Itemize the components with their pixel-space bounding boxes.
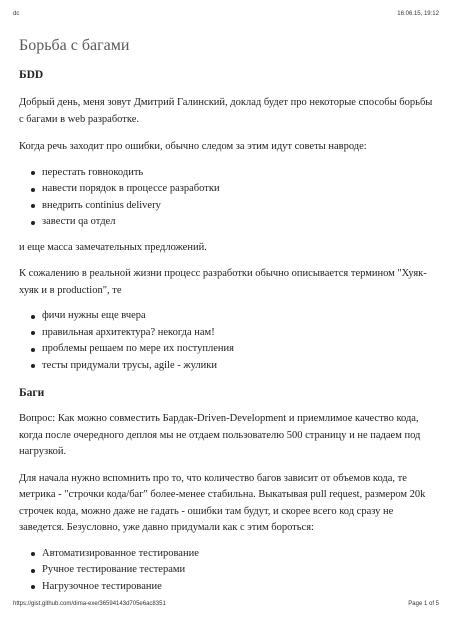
advice-list [19, 165, 433, 231]
advice-lead-paragraph: Когда речь заходит про ошибки, обычно следом за этим идут советы навроде: [19, 141, 367, 152]
list-item: навести порядок в процессе разработки [19, 181, 433, 198]
list-item: Ручное тестирование тестерами [19, 562, 433, 579]
after-advice-paragraph: и еще масса замечательных предложений. [19, 241, 207, 253]
intro-paragraph: Добрый день, меня зовут Дмитрий Галинский, доклад будет про некоторые способы борьбы с багами в web разработке. [19, 97, 433, 125]
section-heading-bugs: Баги [19, 387, 45, 399]
print-header-datetime: 16.06.15, 19:12 [397, 11, 439, 17]
document-title: Борьба с багами [19, 37, 130, 54]
print-header-title: dc [13, 11, 20, 17]
document-body [19, 36, 433, 595]
list-item: перестать говнокодить [19, 165, 433, 182]
metric-paragraph: Для начала нужно вспомнить про то, что количество багов зависит от объемов кода, те метрика - "строчки кода/баг" более-менее стабильна. Выкатывая pull request, размером 20k строчек кода, можно даже не гадать - ошибки там будут, и скорее всего код сразу не заведется. Безусловно, уже давно придумали как с этим бороться: [19, 472, 426, 533]
list-item: Нагрузочное тестирование [19, 579, 433, 596]
list-item: проблемы решаем по мере их поступления [19, 341, 433, 358]
reality-list [19, 308, 433, 374]
list-item: фичи нужны еще вчера [19, 308, 433, 325]
print-header [13, 11, 439, 17]
list-item: завести qa отдел [19, 214, 433, 231]
section-heading-bdd: БDD [19, 69, 44, 81]
print-footer-page-number: Page 1 of 5 [408, 601, 439, 607]
question-paragraph: Вопрос: Как можно совместить Бардак-Driven-Development и приемлимое качество кода, когда после очередного деплоя мы не отдаем пользователю 500 страницу и не падаем под нагрузкой. [19, 413, 421, 457]
list-item: Автоматизированное тестирование [19, 546, 433, 563]
reality-paragraph: К сожалению в реальной жизни процесс разработки обычно описывается термином "Хуяк-хуяк и в production", те [19, 268, 427, 296]
list-item: внедрить continius delivery [19, 198, 433, 215]
list-item: правильная архитектура? некогда нам! [19, 325, 433, 342]
testing-list [19, 546, 433, 596]
print-footer-url: https://gist.github.com/dima-exe/36594143d705e6ac8351 [13, 601, 166, 607]
print-footer [13, 601, 439, 607]
list-item: тесты придумали трусы, agile - жулики [19, 358, 433, 375]
